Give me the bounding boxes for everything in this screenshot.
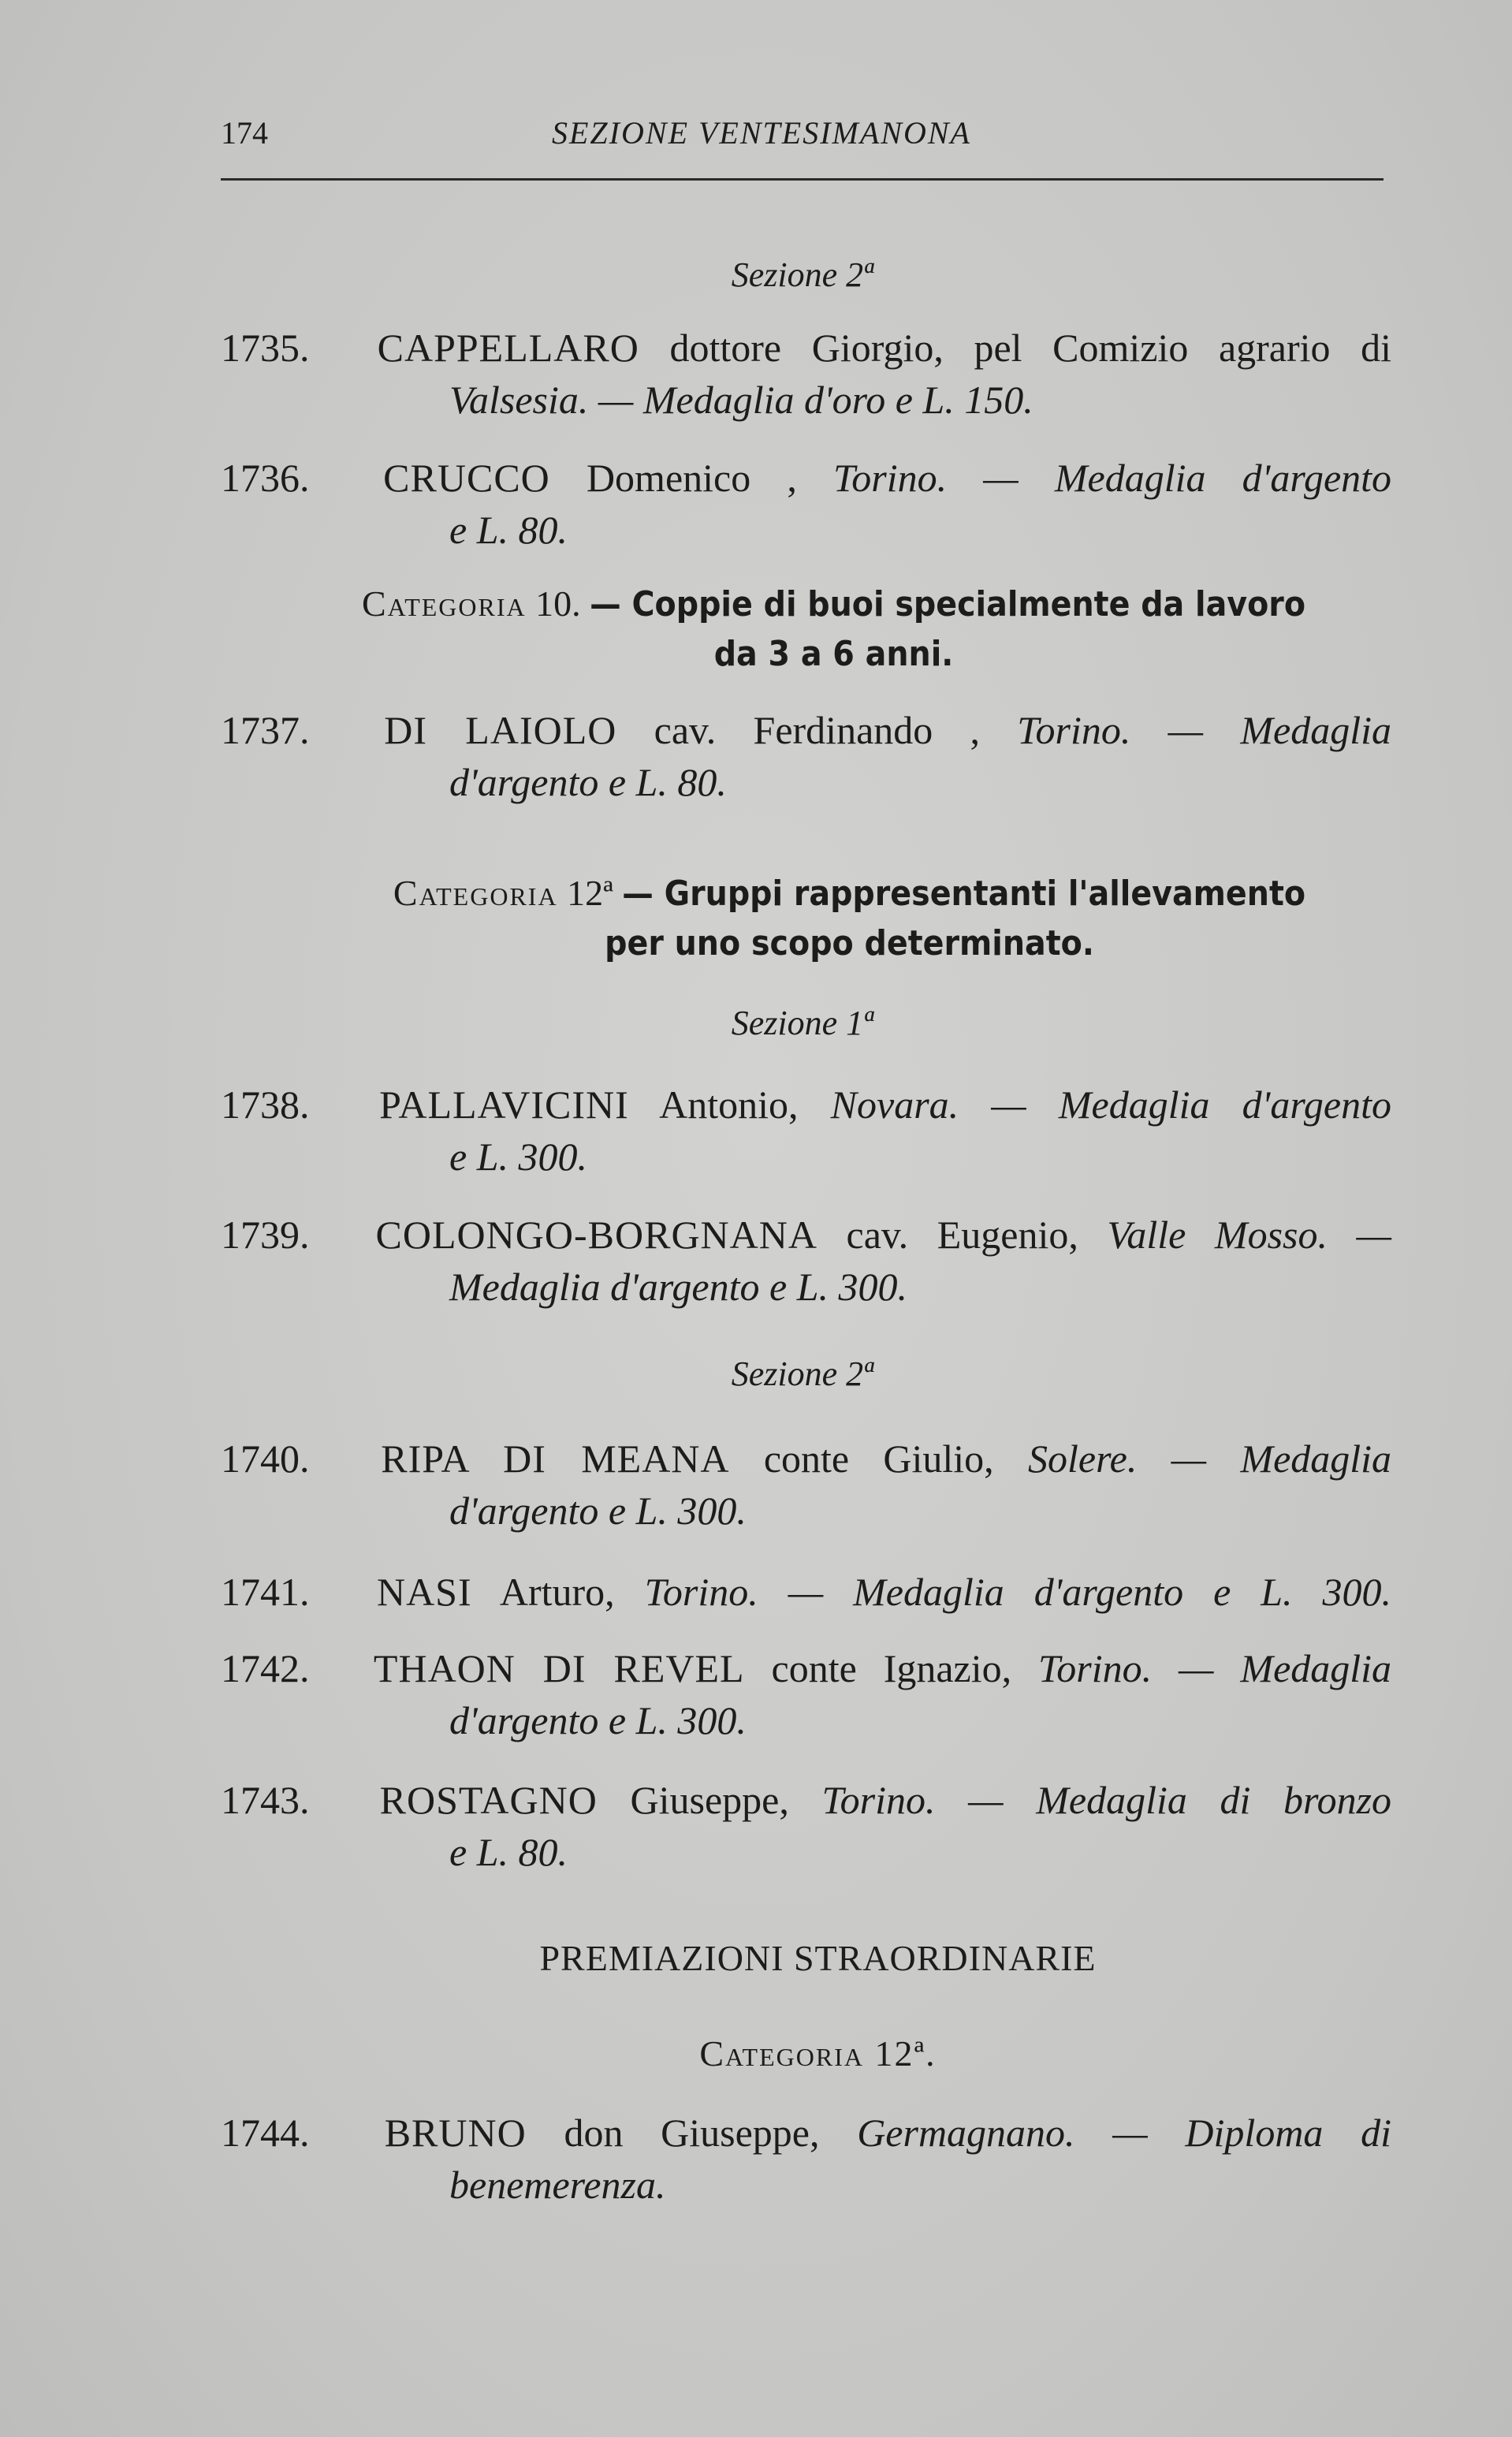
entry-name: COLONGO-BORGNANA: [375, 1213, 817, 1257]
entry-award-cont: e L. 300.: [449, 1135, 587, 1179]
entry-place: Torino.: [1017, 708, 1131, 752]
entry-1741: [221, 1566, 1391, 1618]
category-label: Categoria: [393, 873, 558, 913]
entry-1740: [221, 1433, 1391, 1537]
entry-award: — Medaglia: [1168, 708, 1391, 752]
entry-award-cont: e L. 80.: [449, 508, 568, 552]
entry-award-cont: benemerenza.: [449, 2163, 666, 2207]
running-title: SEZIONE VENTESIMANONA: [552, 115, 971, 151]
entry-name: THAON DI REVEL: [373, 1646, 745, 1690]
category-number: 12ª: [567, 873, 613, 913]
category-10-heading: [221, 579, 1415, 679]
entry-number: 1737.: [221, 708, 310, 752]
entry-award: — Diploma di: [1112, 2111, 1392, 2155]
entry-place: Solere.: [1027, 1436, 1138, 1481]
entry-place: Torino.: [821, 1778, 936, 1822]
entry-number: 1738.: [221, 1082, 310, 1127]
entry-award: — Medaglia: [1179, 1646, 1392, 1690]
extra-awards-heading: PREMIAZIONI STRAORDINARIE: [539, 1938, 1097, 1978]
entry-place: Torino.: [1038, 1646, 1153, 1690]
entry-text: Domenico ,: [586, 456, 797, 500]
section-heading: Sezione 2ª: [731, 1355, 873, 1393]
category-label: Categoria: [699, 2033, 864, 2074]
entry-place: Germagnano.: [857, 2111, 1075, 2155]
entry-number: 1736.: [221, 456, 310, 500]
entry-award: — Medaglia d'argento: [991, 1082, 1392, 1127]
category-title: — Coppie di buoi specialmente da lavoro: [590, 584, 1306, 624]
entry-1737: [221, 704, 1391, 808]
entry-name: CRUCCO: [383, 456, 550, 500]
entry-name: PALLAVICINI: [379, 1082, 629, 1127]
entry-name: DI LAIOLO: [384, 708, 617, 752]
entry-1736: [221, 452, 1391, 556]
entry-text: don Giuseppe,: [564, 2111, 820, 2155]
section-heading: Sezione 1ª: [731, 1004, 873, 1042]
entry-1743: [221, 1774, 1391, 1878]
entry-place: Torino.: [833, 456, 948, 500]
entry-place: Valsesia.: [449, 378, 589, 422]
entry-name: ROSTAGNO: [379, 1778, 598, 1822]
section-heading: Sezione 2ª: [731, 255, 873, 294]
entry-1744: [221, 2107, 1391, 2211]
entry-number: 1739.: [221, 1213, 310, 1257]
entry-place: Valle Mosso.: [1107, 1213, 1328, 1257]
entry-award: — Medaglia d'oro e L. 150.: [598, 378, 1033, 422]
page-number: 174: [221, 115, 268, 151]
entry-award: —: [1356, 1213, 1391, 1257]
entry-number: 1741.: [221, 1570, 310, 1614]
entry-name: NASI: [376, 1570, 472, 1614]
header-rule: [221, 178, 1384, 181]
entry-1735: [221, 322, 1391, 426]
category-12b-heading: [221, 2033, 1399, 2074]
entry-award-cont: e L. 80.: [449, 1830, 568, 1874]
entry-award-cont: d'argento e L. 80.: [449, 760, 727, 804]
entry-text: cav. Eugenio,: [846, 1213, 1078, 1257]
entry-text: conte Giulio,: [763, 1436, 994, 1481]
entry-text: dottore Giorgio, pel Comizio agrario di: [669, 326, 1392, 370]
category-12-heading: [221, 869, 1431, 968]
category-number: 12ª.: [874, 2033, 937, 2074]
category-title-cont: da 3 a 6 anni.: [713, 634, 954, 674]
entry-1738: [221, 1079, 1391, 1183]
category-title-cont: per uno scopo determinato.: [605, 923, 1094, 963]
page-header: [221, 114, 1384, 162]
entry-number: 1740.: [221, 1436, 310, 1481]
entry-1742: [221, 1642, 1391, 1746]
category-title: — Gruppi rappresentanti l'allevamento: [622, 874, 1306, 914]
entry-award: — Medaglia d'argento e L. 300.: [788, 1570, 1392, 1614]
entry-number: 1735.: [221, 326, 310, 370]
category-label: Categoria: [361, 583, 527, 624]
entry-place: Torino.: [644, 1570, 758, 1614]
entry-text: cav. Ferdinando ,: [654, 708, 981, 752]
entry-place: Novara.: [830, 1082, 959, 1127]
entry-name: CAPPELLARO: [377, 326, 639, 370]
entry-award-cont: Medaglia d'argento e L. 300.: [449, 1265, 908, 1309]
entry-number: 1744.: [221, 2111, 310, 2155]
entry-number: 1742.: [221, 1646, 310, 1690]
entry-text: Antonio,: [659, 1082, 799, 1127]
entry-award-cont: d'argento e L. 300.: [449, 1489, 747, 1533]
entry-name: BRUNO: [384, 2111, 527, 2155]
entry-number: 1743.: [221, 1778, 310, 1822]
entry-text: conte Ignazio,: [771, 1646, 1012, 1690]
entry-award: — Medaglia di bronzo: [968, 1778, 1392, 1822]
entry-text: Arturo,: [499, 1570, 615, 1614]
entry-name: RIPA DI MEANA: [381, 1436, 730, 1481]
entry-award-cont: d'argento e L. 300.: [449, 1698, 747, 1742]
entry-text: Giuseppe,: [630, 1778, 789, 1822]
entry-1739: [221, 1209, 1391, 1313]
category-number: 10.: [535, 583, 581, 624]
entry-award: — Medaglia: [1171, 1436, 1392, 1481]
entry-award: — Medaglia d'argento: [983, 456, 1392, 500]
